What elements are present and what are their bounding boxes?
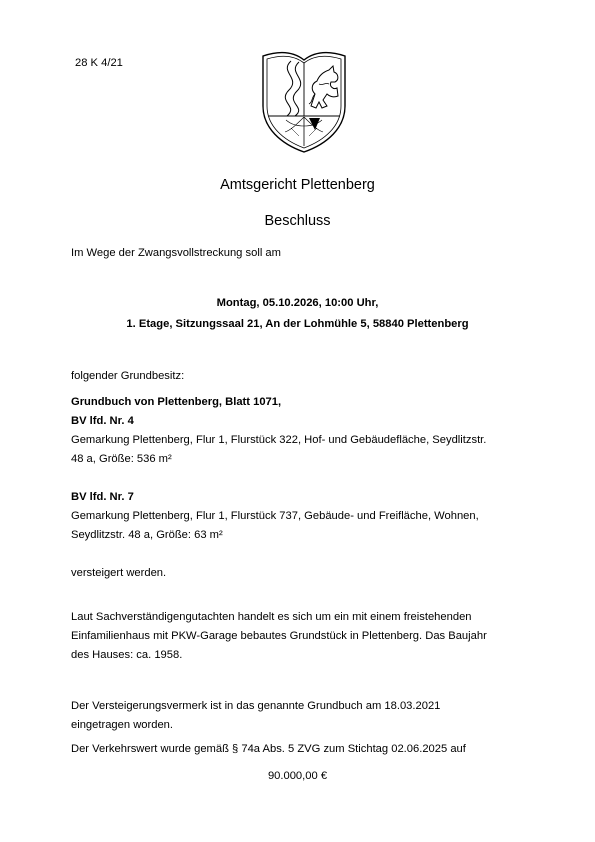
- case-number: 28 K 4/21: [75, 57, 123, 69]
- document-type: Beschluss: [264, 213, 331, 229]
- registration-text: Der Versteigerungsvermerk ist in das genannte Grundbuch am 18.03.2021: [71, 700, 441, 712]
- valuation-text: Der Verkehrswert wurde gemäß § 74a Abs. 5 ZVG zum Stichtag 02.06.2025 auf: [71, 743, 466, 755]
- item-label: BV lfd. Nr. 7: [71, 491, 134, 503]
- registration-text: eingetragen worden.: [71, 719, 174, 731]
- item-description: 48 a, Größe: 536 m²: [71, 453, 172, 465]
- expert-text: Laut Sachverständigengutachten handelt es sich um ein mit einem freistehenden: [71, 611, 472, 623]
- auction-text: versteigert werden.: [71, 567, 167, 579]
- appointment-place: 1. Etage, Sitzungssaal 21, An der Lohmühle 5, 58840 Plettenberg: [126, 318, 469, 330]
- item-description: Gemarkung Plettenberg, Flur 1, Flurstück 322, Hof- und Gebäudefläche, Seydlitzstr.: [71, 434, 487, 446]
- expert-text: des Hauses: ca. 1958.: [71, 649, 183, 661]
- nrw-coat-of-arms-icon: [259, 48, 349, 155]
- valuation-amount: 90.000,00 €: [267, 770, 328, 782]
- item-description: Gemarkung Plettenberg, Flur 1, Flurstück 737, Gebäude- und Freifläche, Wohnen,: [71, 510, 479, 522]
- expert-text: Einfamilienhaus mit PKW-Garage bebautes Grundstück in Plettenberg. Das Baujahr: [71, 630, 487, 642]
- item-description: Seydlitzstr. 48 a, Größe: 63 m²: [71, 529, 223, 541]
- intro-text: Im Wege der Zwangsvollstreckung soll am: [71, 247, 281, 259]
- register-heading: Grundbuch von Plettenberg, Blatt 1071,: [71, 396, 282, 408]
- item-label: BV lfd. Nr. 4: [71, 415, 134, 427]
- court-name: Amtsgericht Plettenberg: [220, 177, 375, 193]
- property-intro: folgender Grundbesitz:: [71, 370, 185, 382]
- appointment-date: Montag, 05.10.2026, 10:00 Uhr,: [216, 297, 379, 309]
